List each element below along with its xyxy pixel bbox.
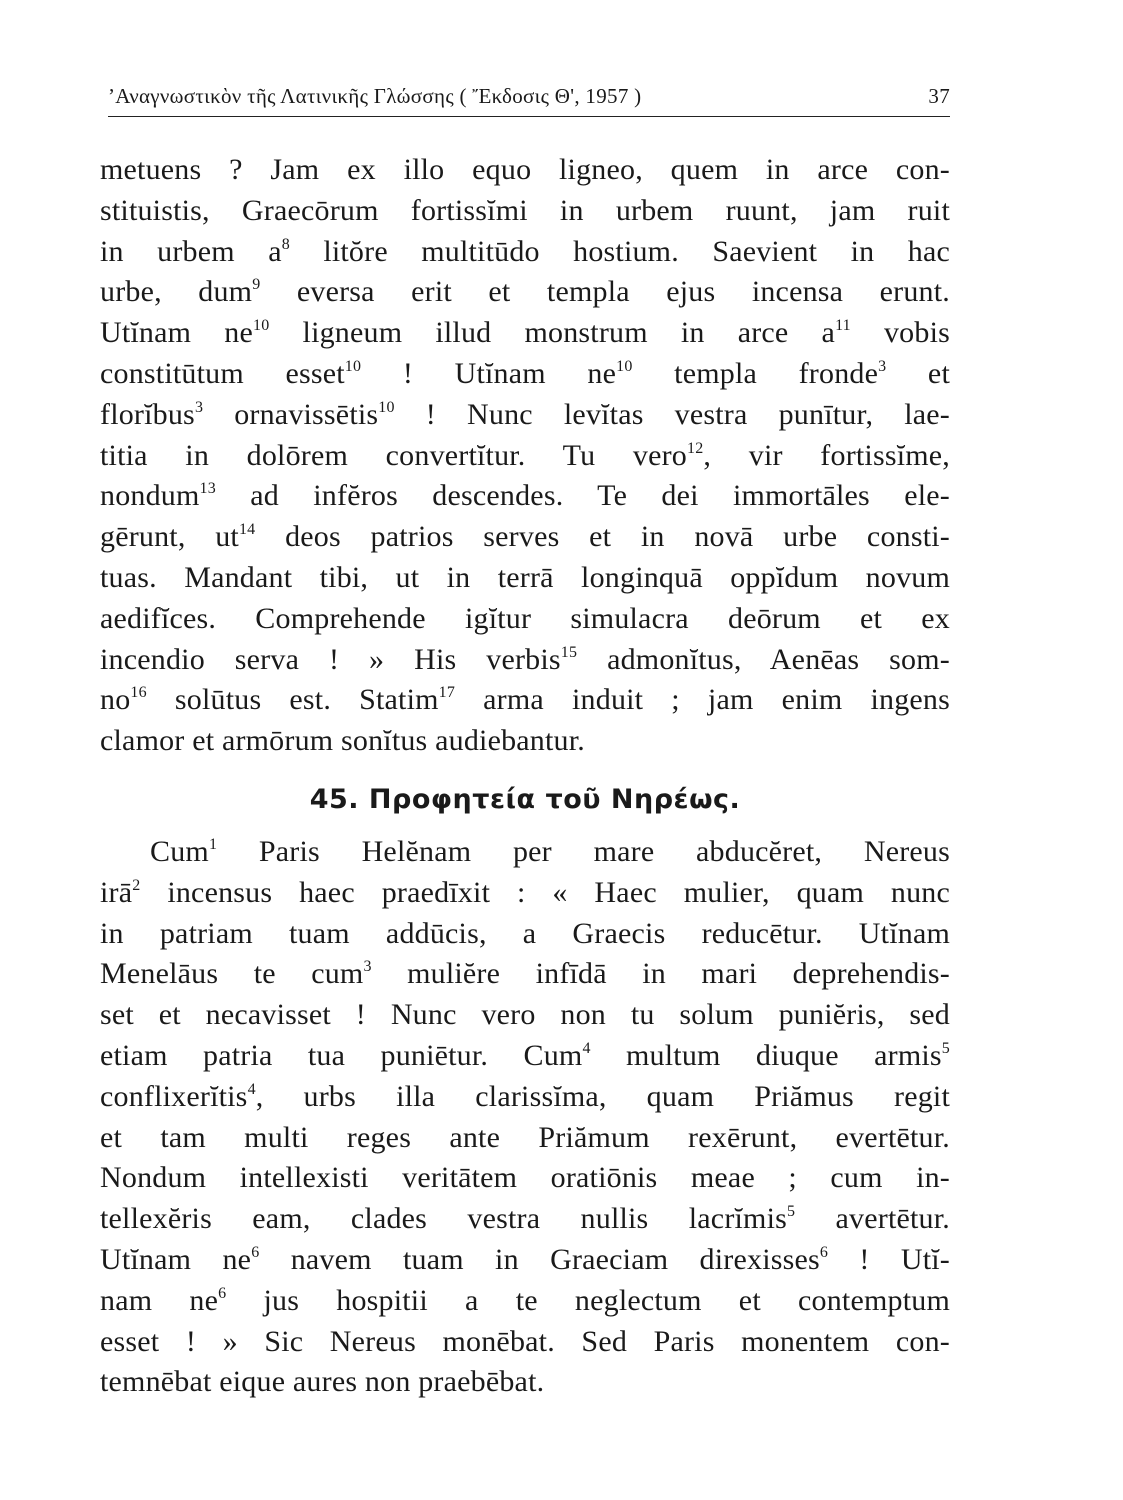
text-line: $no^{16}$ solūtus est. Statim$^{17}$ arma induit ; jam enim ingens — [100, 683, 951, 717]
footnote-marker: 16 — [130, 684, 147, 702]
text-line: Menelāus te cum$^3$ muliĕre infīdā in mari deprehendis- — [100, 957, 950, 991]
text-line: irā$^2$ incensus haec praedīxit : « Haec mulier, quam nunc — [100, 875, 950, 909]
paragraph-1 — [100, 150, 950, 762]
footnote-marker: 2 — [132, 876, 141, 894]
page-number: 37 — [928, 84, 950, 108]
footnote-marker: 17 — [438, 684, 456, 702]
footnote-marker: 8 — [281, 235, 290, 253]
footnote-marker: 13 — [199, 480, 216, 498]
footnote-marker: 14 — [238, 521, 256, 539]
text-line: nondum$^{13}$ ad infĕros descendes. Te dei immortāles ele- — [100, 479, 950, 513]
text-line: set et necavisset ! Nunc vero non tu solum puniĕris, sed — [100, 998, 950, 1032]
text-line: et tam multi reges ante Priămum rexērunt, evertētur. — [100, 1120, 950, 1154]
text-line: urbe, dum$^9$ eversa erit et templa ejus incensa erunt. — [100, 275, 950, 309]
paragraph-2 — [100, 832, 950, 1403]
body-text — [100, 150, 950, 1403]
text-line: incendio serva ! » His verbis$^{15}$ admonĭtus, Aenēas som- — [100, 642, 950, 676]
page-header — [108, 82, 950, 117]
footnote-marker: 4 — [247, 1080, 256, 1098]
text-line: Cum$^1$ Paris Helĕnam per mare abducĕret, Nereus — [150, 834, 950, 868]
text-line: in urbem $a^8$ litŏre multitūdo hostium. Saevient in hac — [100, 234, 950, 268]
text-line: in patriam tuam addūcis, a Graecis reducētur. Utĭnam — [100, 916, 950, 950]
footnote-marker: 15 — [560, 643, 578, 661]
text-line: stituistis, Graecōrum fortissĭmi in urbem ruunt, jam ruit — [100, 193, 950, 227]
text-line: nam $ne^6$ jus hospitii a te neglectum et contemptum — [100, 1283, 950, 1317]
footnote-marker: 11 — [835, 317, 851, 335]
text-line: aedifĭces. Comprehende igĭtur simulacra deōrum et ex — [100, 601, 950, 635]
footnote-marker: 10 — [616, 357, 633, 375]
footnote-marker: 3 — [363, 958, 372, 976]
footnote-marker: 10 — [253, 317, 270, 335]
text-line: titia in dolōrem convertĭtur. Tu vero$^{12}$, vir fortissĭme, — [100, 438, 950, 472]
text-line: esset ! » Sic Nereus monēbat. Sed Paris monentem con- — [100, 1324, 950, 1358]
footnote-marker: 3 — [878, 357, 887, 375]
text-line: Utĭnam $ne^6$ navem tuam in Graeciam direxisses$^6$ ! Utĭ- — [100, 1242, 950, 1276]
footnote-marker: 3 — [194, 398, 204, 416]
footnote-marker: 10 — [378, 398, 395, 416]
text-line: clamor et armōrum sonĭtus audiebantur. — [100, 724, 585, 758]
footnote-marker: 12 — [687, 439, 704, 457]
section-heading: 45. Προφητεία τοῦ Νηρέως. — [309, 783, 741, 815]
text-line: constitūtum esset$^{10}$ ! Utĭnam $ne^{10}$ templa fronde$^3$ et — [100, 356, 950, 390]
text-line: temnēbat eique aures non praebēbat. — [100, 1365, 545, 1399]
footnote-marker: 4 — [582, 1039, 591, 1057]
footnote-marker: 10 — [344, 357, 362, 375]
footnote-marker: 1 — [208, 835, 218, 853]
footnote-marker: 6 — [819, 1243, 829, 1261]
text-line: tuas. Mandant tibi, ut in terrā longinquā oppĭdum novum — [100, 560, 950, 594]
text-line: gērunt, $ut^{14}$ deos patrios serves et in novā urbe consti- — [100, 520, 950, 554]
running-title: ’Αναγνωστικὸν τῆς Λατινικῆς Γλώσσης ( Ἔκδοσις Θ', 1957 ) — [108, 84, 642, 108]
text-line: Nondum intellexisti veritātem oratiōnis meae ; cum in- — [100, 1161, 950, 1195]
text-line: conflixerĭtis$^4$, urbs illa clarissĭma, quam Priămus regit — [100, 1079, 950, 1113]
footnote-marker: 5 — [941, 1039, 950, 1057]
text-line: metuens ? Jam ex illo equo ligneo, quem in arce con- — [100, 153, 950, 186]
text-line: tellexĕris eam, clades vestra nullis lacrĭmis$^5$ avertētur. — [100, 1202, 950, 1236]
footnote-marker: 5 — [787, 1203, 796, 1221]
footnote-marker: 9 — [252, 276, 261, 294]
text-line: florĭbus$^3$ ornavissētis$^{10}$ ! Nunc levĭtas vestra punītur, lae- — [100, 397, 950, 431]
text-line: etiam patria tua puniētur. Cum$^4$ multum diuque armis$^5$ — [100, 1038, 950, 1072]
footnote-marker: 6 — [251, 1243, 260, 1261]
text-line: Utĭnam $ne^{10}$ ligneum illud monstrum in arce $a^{11}$ vobis — [100, 316, 950, 350]
footnote-marker: 6 — [218, 1284, 227, 1302]
